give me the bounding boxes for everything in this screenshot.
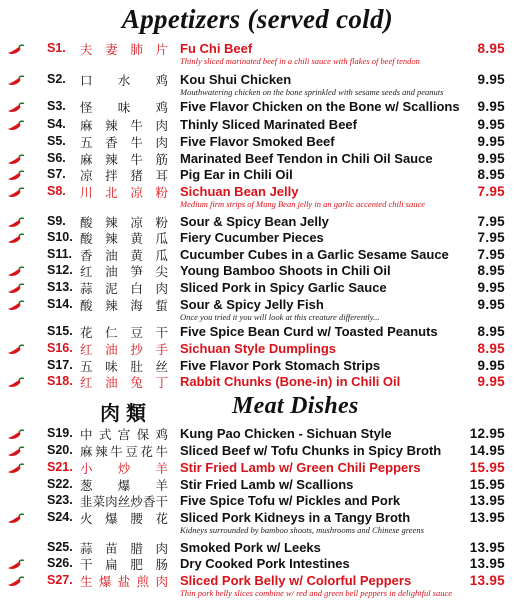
item-chinese-name: 小 炒 羊 bbox=[80, 461, 168, 476]
item-price: 13.95 bbox=[469, 556, 505, 571]
item-chinese-name: 葱 爆 羊 bbox=[80, 478, 168, 493]
menu-item bbox=[0, 40, 515, 66]
menu-item bbox=[0, 323, 515, 341]
item-name: Fiery Cucumber Pieces bbox=[180, 230, 324, 245]
item-name: Stir Fried Lamb w/ Scallions bbox=[180, 477, 354, 492]
item-code: S23. bbox=[47, 493, 73, 507]
item-name: Sliced Beef w/ Tofu Chunks in Spicy Broth bbox=[180, 443, 442, 458]
chili-pepper-icon bbox=[6, 153, 26, 165]
item-chinese-name: 蒜 泥 白 肉 bbox=[80, 281, 168, 296]
item-chinese-name: 酸 辣 海 蜇 bbox=[80, 298, 168, 313]
item-code: S24. bbox=[47, 510, 73, 524]
menu-item bbox=[0, 116, 515, 134]
item-name: Kung Pao Chicken - Sichuan Style bbox=[180, 426, 392, 441]
item-chinese-name: 花 仁 豆 干 bbox=[80, 325, 168, 340]
chili-pepper-icon bbox=[6, 343, 26, 355]
item-description: Medium firm strips of Mung Bean jelly in an garlic accented chili sauce bbox=[180, 199, 426, 209]
item-code: S14. bbox=[47, 297, 73, 311]
item-code: S7. bbox=[47, 167, 66, 181]
chili-pepper-icon bbox=[6, 169, 26, 181]
chili-pepper-icon bbox=[6, 43, 26, 55]
item-price: 9.95 bbox=[477, 358, 505, 373]
item-name: Fu Chi Beef bbox=[180, 41, 253, 56]
item-chinese-name: 火 爆 腰 花 bbox=[80, 511, 168, 526]
item-code: S26. bbox=[47, 556, 73, 570]
chili-pepper-icon bbox=[6, 428, 26, 440]
item-chinese-name: 蒜 苗 腊 肉 bbox=[80, 541, 168, 556]
item-code: S15. bbox=[47, 324, 73, 338]
item-chinese-name: 五 香 牛 肉 bbox=[80, 135, 168, 150]
menu-item bbox=[0, 492, 515, 510]
menu-item bbox=[0, 425, 515, 443]
item-chinese-name: 韭 菜 肉 丝 炒 香 干 bbox=[80, 494, 168, 509]
item-code: S5. bbox=[47, 134, 66, 148]
item-code: S2. bbox=[47, 72, 66, 86]
item-description: Thin pork belly slices combine w/ red and green bell peppers in delightful sauce bbox=[180, 588, 453, 598]
item-name: Dry Cooked Pork Intestines bbox=[180, 556, 350, 571]
item-price: 9.95 bbox=[477, 117, 505, 132]
item-name: Smoked Pork w/ Leeks bbox=[180, 540, 321, 555]
menu-item bbox=[0, 373, 515, 391]
item-chinese-name: 凉 拌 猪 耳 bbox=[80, 168, 168, 183]
item-price: 13.95 bbox=[469, 493, 505, 508]
item-code: S22. bbox=[47, 477, 73, 491]
item-price: 13.95 bbox=[469, 510, 505, 525]
item-code: S25. bbox=[47, 540, 73, 554]
item-name: Young Bamboo Shoots in Chili Oil bbox=[180, 263, 391, 278]
item-name: Five Flavor Smoked Beef bbox=[180, 134, 335, 149]
chili-pepper-icon bbox=[6, 265, 26, 277]
item-price: 13.95 bbox=[469, 540, 505, 555]
chili-pepper-icon bbox=[6, 558, 26, 570]
item-name: Five Flavor Pork Stomach Strips bbox=[180, 358, 381, 373]
item-name: Cucumber Cubes in a Garlic Sesame Sauce bbox=[180, 247, 449, 262]
item-code: S10. bbox=[47, 230, 73, 244]
item-code: S18. bbox=[47, 374, 73, 388]
item-price: 8.95 bbox=[477, 167, 505, 182]
item-code: S6. bbox=[47, 151, 66, 165]
item-name: Sliced Pork Kidneys in a Tangy Broth bbox=[180, 510, 411, 525]
menu-item bbox=[0, 166, 515, 184]
item-price: 15.95 bbox=[469, 460, 505, 475]
menu-item bbox=[0, 555, 515, 573]
item-price: 7.95 bbox=[477, 184, 505, 199]
menu-item bbox=[0, 229, 515, 247]
chili-pepper-icon bbox=[6, 74, 26, 86]
item-code: S27. bbox=[47, 573, 73, 587]
item-price: 9.95 bbox=[477, 280, 505, 295]
item-description: Mouthwatering chicken on the bone sprinkled with sesame seeds and peanuts bbox=[180, 87, 444, 97]
item-chinese-name: 生 爆 盐 煎 肉 bbox=[80, 574, 168, 589]
item-price: 9.95 bbox=[477, 72, 505, 87]
item-code: S17. bbox=[47, 358, 73, 372]
chili-pepper-icon bbox=[6, 462, 26, 474]
item-price: 7.95 bbox=[477, 230, 505, 245]
item-chinese-name: 酸 辣 凉 粉 bbox=[80, 215, 168, 230]
item-description: Thinly sliced marinated beef in a chili sauce with flakes of beef tendon bbox=[180, 56, 420, 66]
item-code: S13. bbox=[47, 280, 73, 294]
item-price: 8.95 bbox=[477, 324, 505, 339]
item-chinese-name: 麻 辣 牛 肉 bbox=[80, 118, 168, 133]
item-name: Sliced Pork Belly w/ Colorful Peppers bbox=[180, 573, 412, 588]
chili-pepper-icon bbox=[6, 216, 26, 228]
item-chinese-name: 夫 妻 肺 片 bbox=[80, 42, 168, 57]
chili-pepper-icon bbox=[6, 376, 26, 388]
item-name: Rabbit Chunks (Bone-in) in Chili Oil bbox=[180, 374, 401, 389]
item-chinese-name: 干 扁 肥 肠 bbox=[80, 557, 168, 572]
item-code: S12. bbox=[47, 263, 73, 277]
item-code: S16. bbox=[47, 341, 73, 355]
item-price: 14.95 bbox=[469, 443, 505, 458]
menu-item bbox=[0, 279, 515, 297]
item-name: Thinly Sliced Marinated Beef bbox=[180, 117, 357, 132]
item-code: S9. bbox=[47, 214, 66, 228]
chili-pepper-icon bbox=[6, 282, 26, 294]
meat-heading-chinese: 肉類 bbox=[100, 401, 152, 425]
item-price: 9.95 bbox=[477, 151, 505, 166]
item-name: Stir Fried Lamb w/ Green Chili Peppers bbox=[180, 460, 421, 475]
item-name: Sliced Pork in Spicy Garlic Sauce bbox=[180, 280, 387, 295]
item-price: 12.95 bbox=[469, 426, 505, 441]
appetizers-heading: Appetizers (served cold) bbox=[121, 4, 394, 34]
menu-item bbox=[0, 442, 515, 460]
item-name: Kou Shui Chicken bbox=[180, 72, 292, 87]
item-description: Once you tried it you will look at this creature differently... bbox=[180, 312, 380, 322]
item-price: 7.95 bbox=[477, 247, 505, 262]
item-price: 9.95 bbox=[477, 99, 505, 114]
item-code: S20. bbox=[47, 443, 73, 457]
menu-item bbox=[0, 509, 515, 535]
item-price: 8.95 bbox=[477, 41, 505, 56]
item-chinese-name: 酸 辣 黄 瓜 bbox=[80, 231, 168, 246]
item-price: 9.95 bbox=[477, 297, 505, 312]
item-chinese-name: 川 北 凉 粉 bbox=[80, 185, 168, 200]
item-chinese-name: 香 油 黄 瓜 bbox=[80, 248, 168, 263]
item-name: Sour & Spicy Jelly Fish bbox=[180, 297, 324, 312]
item-code: S11. bbox=[47, 247, 73, 261]
item-chinese-name: 红 油 抄 手 bbox=[80, 342, 168, 357]
item-code: S4. bbox=[47, 117, 66, 131]
item-name: Five Flavor Chicken on the Bone w/ Scallions bbox=[180, 99, 460, 114]
chili-pepper-icon bbox=[6, 232, 26, 244]
menu-item bbox=[0, 133, 515, 151]
item-price: 7.95 bbox=[477, 214, 505, 229]
item-code: S19. bbox=[47, 426, 73, 440]
chili-pepper-icon bbox=[6, 299, 26, 311]
chili-pepper-icon bbox=[6, 575, 26, 587]
item-name: Sour & Spicy Bean Jelly bbox=[180, 214, 329, 229]
item-chinese-name: 五 味 肚 丝 bbox=[80, 359, 168, 374]
item-name: Five Spice Tofu w/ Pickles and Pork bbox=[180, 493, 401, 508]
menu-item bbox=[0, 262, 515, 280]
chili-pepper-icon bbox=[6, 186, 26, 198]
item-price: 13.95 bbox=[469, 573, 505, 588]
menu-item bbox=[0, 183, 515, 209]
item-chinese-name: 麻 辣 牛 豆 花 牛 bbox=[80, 444, 168, 459]
menu-item bbox=[0, 340, 515, 358]
item-code: S8. bbox=[47, 184, 66, 198]
item-description: Kidneys surrounded by bamboo shoots, mushrooms and Chinese greens bbox=[180, 525, 424, 535]
item-price: 15.95 bbox=[469, 477, 505, 492]
item-chinese-name: 红 油 笋 尖 bbox=[80, 264, 168, 279]
chili-pepper-icon bbox=[6, 101, 26, 113]
item-code: S1. bbox=[47, 41, 66, 55]
item-price: 9.95 bbox=[477, 374, 505, 389]
item-chinese-name: 怪 味 鸡 bbox=[80, 100, 168, 115]
item-name: Five Spice Bean Curd w/ Toasted Peanuts bbox=[180, 324, 438, 339]
item-name: Marinated Beef Tendon in Chili Oil Sauce bbox=[180, 151, 433, 166]
item-price: 9.95 bbox=[477, 134, 505, 149]
menu-item bbox=[0, 296, 515, 322]
menu-item bbox=[0, 98, 515, 116]
item-chinese-name: 中 式 宫 保 鸡 bbox=[80, 427, 168, 442]
menu-item bbox=[0, 71, 515, 97]
item-chinese-name: 口 水 鸡 bbox=[80, 73, 168, 88]
menu-item bbox=[0, 459, 515, 477]
item-code: S3. bbox=[47, 99, 66, 113]
item-chinese-name: 红 油 兔 丁 bbox=[80, 375, 168, 390]
item-name: Sichuan Style Dumplings bbox=[180, 341, 337, 356]
item-price: 8.95 bbox=[477, 263, 505, 278]
menu-item bbox=[0, 572, 515, 598]
item-name: Pig Ear in Chili Oil bbox=[180, 167, 293, 182]
chili-pepper-icon bbox=[6, 119, 26, 131]
item-chinese-name: 麻 辣 牛 筋 bbox=[80, 152, 168, 167]
item-name: Sichuan Bean Jelly bbox=[180, 184, 299, 199]
meat-dishes-heading: Meat Dishes bbox=[232, 393, 359, 419]
chili-pepper-icon bbox=[6, 445, 26, 457]
item-code: S21. bbox=[47, 460, 73, 474]
item-price: 8.95 bbox=[477, 341, 505, 356]
chili-pepper-icon bbox=[6, 512, 26, 524]
